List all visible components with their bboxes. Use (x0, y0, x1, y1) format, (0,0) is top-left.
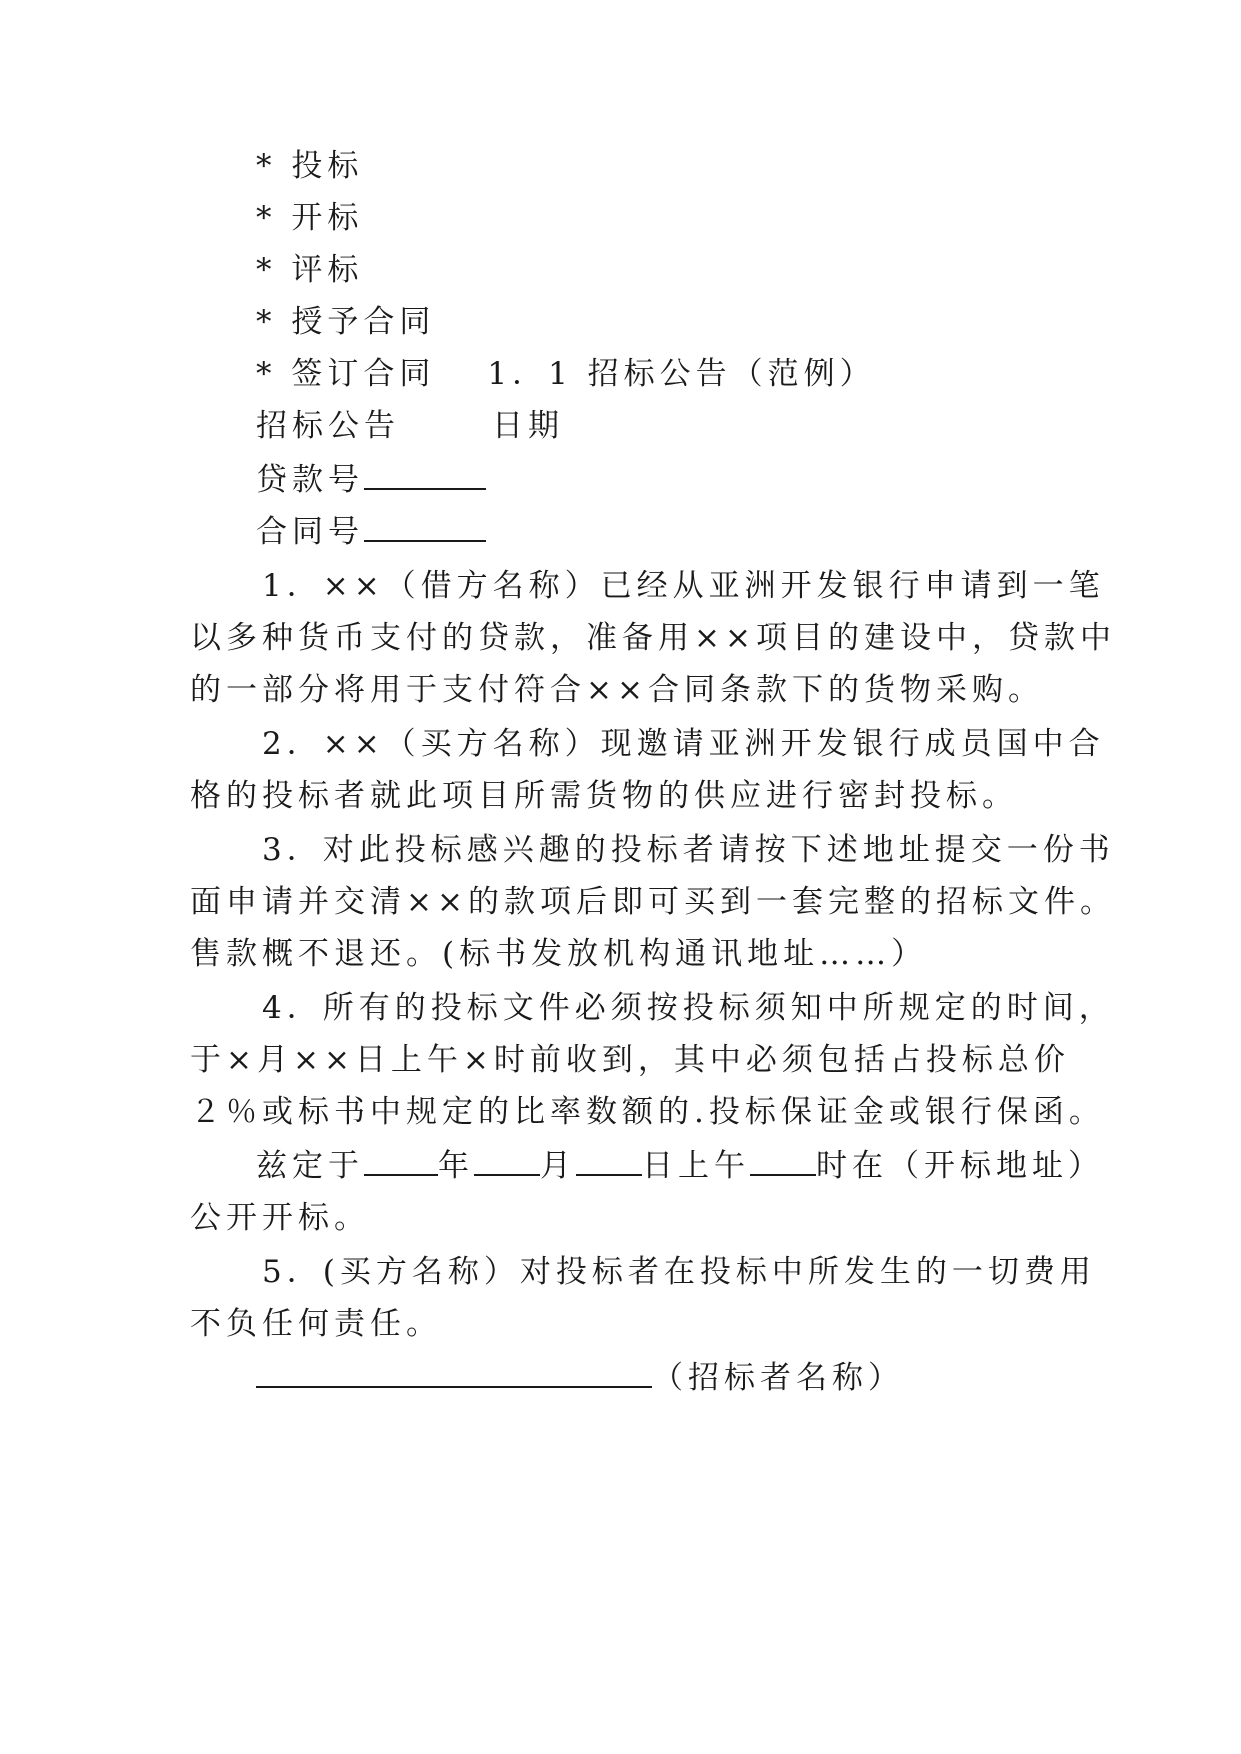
loan-number-blank (364, 462, 486, 490)
para4-line3: ２％或标书中规定的比率数额的.投标保证金或银行保函。 (190, 1094, 1105, 1130)
signature-row (256, 1358, 904, 1398)
contract-number-blank (364, 514, 486, 542)
para5-line2: 不负任何责任。 (190, 1306, 442, 1342)
para1-line2: 以多种货币支付的贷款，准备用××项目的建设中，贷款中 (190, 620, 1116, 656)
step-item-evaluation: * 评标 (256, 252, 364, 288)
para1-line1: 1．××（借方名称）已经从亚洲开发银行申请到一笔 (262, 568, 1105, 604)
para3-line2: 面申请并交清××的款项后即可买到一套完整的招标文件。 (190, 884, 1116, 920)
opening-date-row (256, 1146, 1104, 1186)
step-item-award: * 授予合同 (256, 304, 436, 340)
step-item-sign-row (256, 354, 876, 394)
contract-label: 合同号 (256, 514, 364, 550)
step-item-opening: * 开标 (256, 200, 364, 236)
para3-line1: 3．对此投标感兴趣的投标者请按下述地址提交一份书 (262, 832, 1115, 868)
month-blank (474, 1148, 540, 1176)
day-morning-label: 日上午 (642, 1148, 750, 1184)
signature-suffix: （招标者名称） (652, 1360, 904, 1396)
opening-line2: 公开开标。 (190, 1200, 370, 1236)
notice-title-row (256, 406, 564, 446)
day-blank (576, 1148, 642, 1176)
hour-blank (750, 1148, 816, 1176)
loan-number-row (256, 460, 486, 500)
year-label: 年 (438, 1148, 474, 1184)
para3-line3: 售款概不退还。(标书发放机构通讯地址……） (190, 936, 928, 972)
notice-title: 招标公告 (256, 408, 400, 444)
para1-line3: 的一部分将用于支付符合××合同条款下的货物采购。 (190, 672, 1044, 708)
date-label: 日期 (492, 408, 564, 444)
hour-place-label: 时在（开标地址） (816, 1148, 1104, 1184)
para2-line2: 格的投标者就此项目所需货物的供应进行密封投标。 (190, 778, 1018, 814)
month-label: 月 (540, 1148, 576, 1184)
step-item-sign: * 签订合同 (256, 356, 436, 392)
para2-line1: 2．××（买方名称）现邀请亚洲开发银行成员国中合 (262, 726, 1105, 762)
signature-blank (256, 1360, 652, 1388)
para4-line2: 于×月××日上午×时前收到，其中必须包括占投标总价 (190, 1042, 1070, 1078)
opening-prefix: 兹定于 (256, 1148, 364, 1184)
para5-line1: 5．(买方名称）对投标者在投标中所发生的一切费用 (262, 1254, 1096, 1290)
contract-number-row (256, 512, 486, 552)
para4-line1: 4．所有的投标文件必须按投标须知中所规定的时间， (262, 990, 1115, 1026)
loan-label: 贷款号 (256, 462, 364, 498)
year-blank (364, 1148, 438, 1176)
step-item-bid: * 投标 (256, 148, 364, 184)
section-heading: 1．1 招标公告（范例） (487, 356, 876, 392)
